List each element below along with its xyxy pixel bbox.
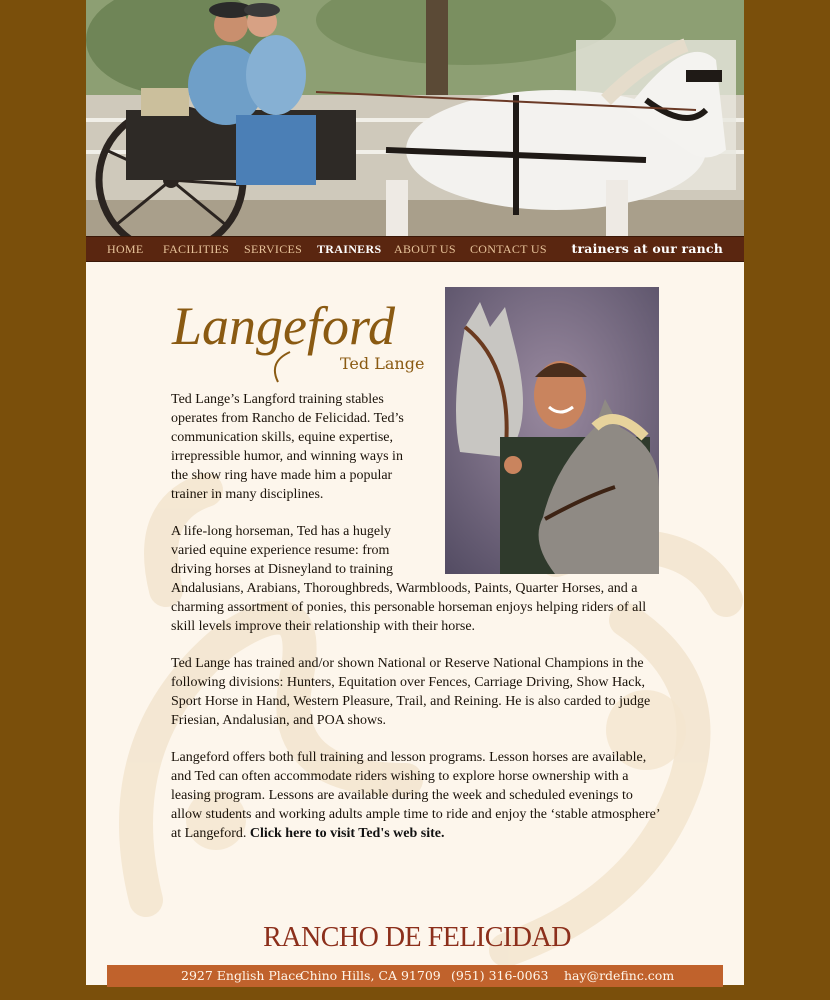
section-caption: trainers at our ranch xyxy=(571,241,723,256)
rancho-de-felicidad-logo xyxy=(263,912,571,962)
page-frame xyxy=(86,0,744,985)
nav-about-us[interactable]: ABOUT US xyxy=(394,242,456,256)
hero-photo xyxy=(86,0,744,236)
logo-subtitle: Ted Lange xyxy=(340,354,425,373)
paragraph-intro: Ted Lange’s Langford training stables operates from Rancho de Felicidad. Ted’s communication skills, equine expertise, irrepressible humor, and winning ways in the show ring have made him a popular trainer in many disciplines. xyxy=(171,392,404,502)
nav-trainers[interactable]: TRAINERS xyxy=(317,242,382,256)
paragraph-programs xyxy=(171,748,661,843)
paragraph-experience: A life-long horseman, Ted has a hugely varied equine experience resume: from driving horses at Disneyland to training Andalusians, Arabians, Thoroughbreds, Warmbloods, Paints, Quarter Horses, and a charming assortment of ponies, this personable horseman enjoys helping riders of all skill levels improve their relationship with their horse. xyxy=(171,524,647,634)
photo-spacer xyxy=(405,390,661,573)
footer-city: Chino Hills, CA 91709 xyxy=(300,968,441,983)
footer-brand: RANCHO DE FELICIDAD xyxy=(263,922,571,953)
programs-text: Langeford offers both full training and lesson programs. Lesson horses are available, and Ted can often accommodate riders wishing to explore horse ownership with a leasing program. Lessons are available during the week and scheduled evenings to allow students and working adults ample time to ride and enjoy the ‘stable atmosphere’ at Langeford. xyxy=(171,750,660,841)
trainer-article xyxy=(171,390,661,861)
footer-contact-bar xyxy=(107,965,723,987)
logo-title: Langeford xyxy=(172,296,396,356)
paragraph-champions: Ted Lange has trained and/or shown National or Reserve National Champions in the following divisions: Hunters, Equitation over Fences, Carriage Driving, Show Hack, Sport Horse in Hand, Western Pleasure, Trail, and Reining. He is also carded to judge Friesian, Andalusian, and POA shows. xyxy=(171,656,651,728)
nav-facilities[interactable]: FACILITIES xyxy=(163,242,230,256)
nav-services[interactable]: SERVICES xyxy=(244,242,303,256)
main-nav xyxy=(86,236,744,262)
teds-website-link[interactable]: Click here to visit Ted's web site. xyxy=(249,826,445,841)
footer-address: 2927 English Place xyxy=(181,968,303,983)
nav-home[interactable]: HOME xyxy=(107,242,144,256)
langeford-logo xyxy=(168,292,428,388)
footer-email[interactable]: hay@rdefinc.com xyxy=(564,968,675,983)
nav-contact-us[interactable]: CONTACT US xyxy=(470,242,547,256)
footer-phone[interactable]: (951) 316-0063 xyxy=(451,968,549,983)
